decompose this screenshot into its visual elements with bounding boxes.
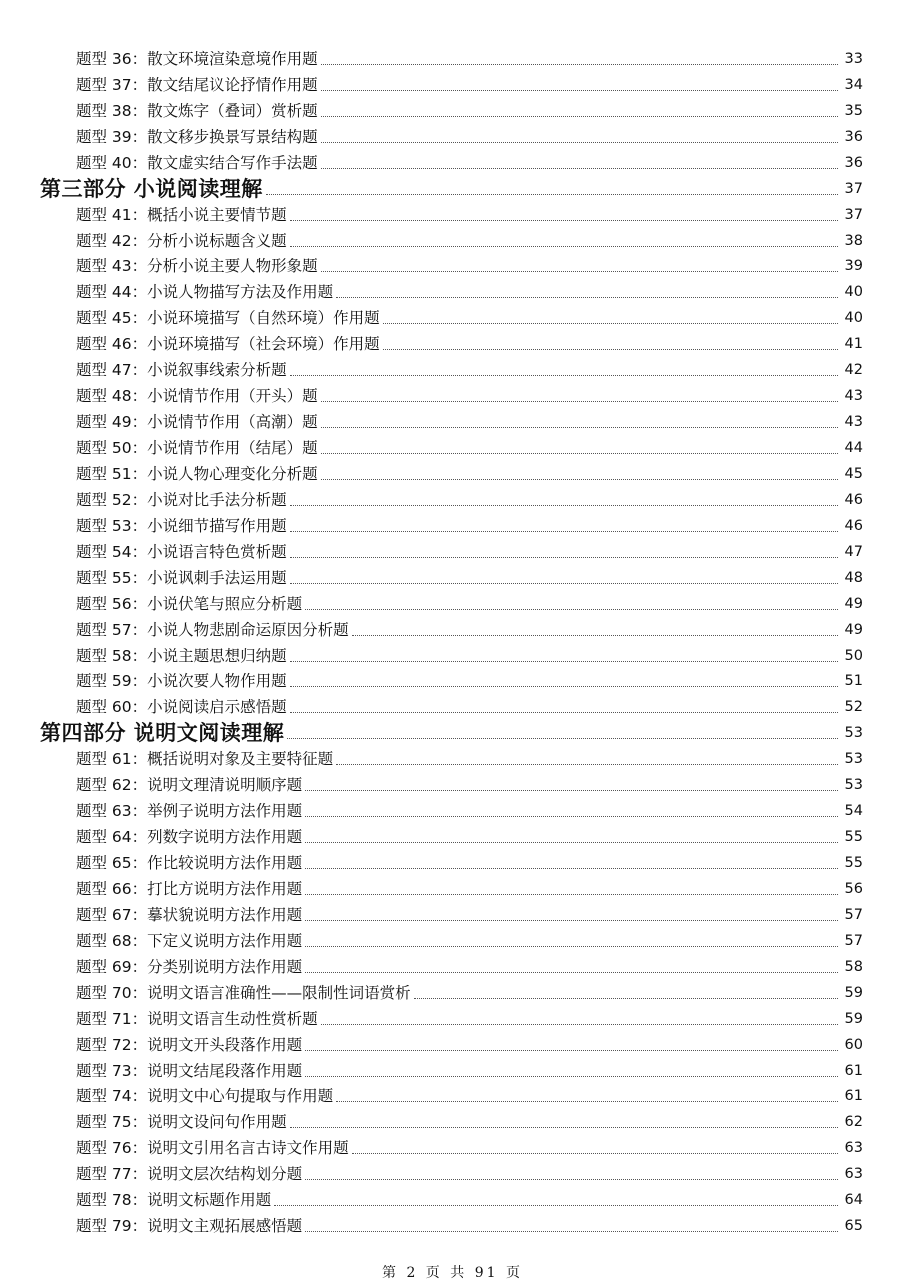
- toc-entry-label: 题型 40：散文虚实结合写作手法题: [76, 153, 318, 172]
- toc-entry[interactable]: [0, 900, 905, 926]
- dot-leader: [274, 1205, 838, 1206]
- dot-leader: [287, 738, 838, 739]
- toc-page-number: 55: [844, 829, 863, 846]
- toc-page-number: 59: [844, 984, 863, 1001]
- toc-entry[interactable]: [0, 96, 905, 122]
- toc-entry-label: 题型 41：概括小说主要情节题: [76, 205, 287, 224]
- toc-page-number: 52: [844, 699, 863, 716]
- toc-entry[interactable]: [0, 511, 905, 537]
- toc-entry-label: 题型 49：小说情节作用（高潮）题: [76, 413, 318, 432]
- toc-entry[interactable]: [0, 70, 905, 96]
- toc-page-number: 41: [844, 336, 863, 353]
- toc-entry-label: 题型 78：说明文标题作用题: [76, 1191, 272, 1210]
- dot-leader: [336, 1101, 838, 1102]
- toc-section-label: 第四部分 说明文阅读理解: [40, 721, 285, 746]
- toc-page-number: 55: [844, 855, 863, 871]
- toc-entry[interactable]: [0, 1159, 905, 1185]
- dot-leader: [321, 90, 838, 91]
- toc-entry-label: 题型 44：小说人物描写方法及作用题: [76, 283, 334, 302]
- toc-entry[interactable]: [0, 355, 905, 381]
- toc-entry-label: 题型 47：小说叙事线索分析题: [76, 361, 287, 380]
- toc-entry[interactable]: [0, 252, 905, 278]
- toc-page-number: 35: [844, 102, 863, 119]
- toc-page-number: 38: [844, 232, 863, 249]
- toc-page-number: 65: [844, 1218, 863, 1235]
- toc-entry[interactable]: [0, 874, 905, 900]
- toc-page-number: 34: [844, 76, 863, 93]
- dot-leader: [290, 1127, 838, 1128]
- toc-entry-label: 题型 55：小说讽刺手法运用题: [76, 568, 287, 587]
- dot-leader: [305, 1231, 838, 1232]
- dot-leader: [290, 531, 838, 532]
- dot-leader: [336, 297, 838, 298]
- toc-entry[interactable]: [0, 1030, 905, 1056]
- toc-entry[interactable]: [0, 459, 905, 485]
- dot-leader: [290, 220, 838, 221]
- dot-leader: [383, 323, 838, 324]
- toc-entry[interactable]: [0, 589, 905, 615]
- dot-leader: [290, 583, 838, 584]
- toc-page-number: 58: [844, 958, 863, 975]
- toc-page-number: 63: [844, 1140, 863, 1157]
- toc-entry-label: 题型 77：说明文层次结构划分题: [76, 1165, 303, 1184]
- dot-leader: [321, 116, 838, 117]
- toc-page-number: 42: [844, 362, 863, 379]
- toc-page-number: 36: [844, 128, 863, 145]
- toc-entry[interactable]: [0, 926, 905, 952]
- toc-page-number: 61: [844, 1088, 863, 1105]
- toc-entry-label: 题型 60：小说阅读启示感悟题: [76, 698, 287, 717]
- toc-page-number: 53: [844, 751, 863, 768]
- dot-leader: [290, 375, 838, 376]
- toc-page-number: 61: [844, 1062, 863, 1079]
- dot-leader: [352, 1153, 838, 1154]
- toc-entry-label: 题型 56：小说伏笔与照应分析题: [76, 594, 303, 613]
- toc-entry[interactable]: [0, 952, 905, 978]
- toc-page-number: 57: [844, 906, 863, 923]
- toc-page-number: 45: [844, 465, 863, 482]
- toc-entry[interactable]: [0, 1185, 905, 1211]
- toc-entry[interactable]: [0, 822, 905, 848]
- toc-entry-label: 题型 70：说明文语言准确性——限制性词语赏析: [76, 983, 411, 1002]
- dot-leader: [305, 1076, 838, 1077]
- toc-page-number: 56: [844, 880, 863, 897]
- toc-entry-label: 题型 63：举例子说明方法作用题: [76, 802, 303, 821]
- dot-leader: [266, 194, 838, 195]
- toc-page-number: 36: [844, 154, 863, 171]
- toc-entry-label: 题型 38：散文炼字（叠词）赏析题: [76, 101, 318, 120]
- dot-leader: [414, 998, 838, 999]
- dot-leader: [305, 946, 838, 947]
- toc-entry-label: 题型 36：散文环境渲染意境作用题: [76, 49, 318, 68]
- dot-leader: [290, 505, 838, 506]
- dot-leader: [305, 609, 838, 610]
- dot-leader: [290, 246, 838, 247]
- toc-entry-label: 题型 74：说明文中心句提取与作用题: [76, 1087, 334, 1106]
- toc-entry-label: 题型 43：分析小说主要人物形象题: [76, 257, 318, 276]
- toc-entry-label: 题型 76：说明文引用名言古诗文作用题: [76, 1139, 349, 1158]
- toc-entry-label: 题型 79：说明文主观拓展感悟题: [76, 1217, 303, 1236]
- toc-entry-label: 题型 72：说明文开头段落作用题: [76, 1035, 303, 1054]
- toc-page-number: 53: [844, 725, 863, 742]
- toc-page-number: 48: [844, 569, 863, 586]
- toc-entry-label: 题型 62：说明文理清说明顺序题: [76, 776, 303, 795]
- page-footer: 第 2 页 共 91 页: [382, 1265, 523, 1281]
- toc-page-number: 39: [844, 258, 863, 275]
- toc-entry[interactable]: [0, 796, 905, 822]
- toc-entry[interactable]: [0, 1133, 905, 1159]
- dot-leader: [305, 842, 838, 843]
- toc-entry[interactable]: [0, 226, 905, 252]
- table-of-contents: [0, 44, 905, 1237]
- toc-entry[interactable]: [0, 122, 905, 148]
- toc-entry[interactable]: [0, 485, 905, 511]
- toc-entry-label: 题型 37：散文结尾议论抒情作用题: [76, 75, 318, 94]
- toc-entry-label: 题型 52：小说对比手法分析题: [76, 490, 287, 509]
- toc-section-label: 第三部分 小说阅读理解: [40, 176, 263, 201]
- toc-page-number: 51: [844, 673, 863, 690]
- toc-entry[interactable]: [0, 537, 905, 563]
- dot-leader: [305, 868, 838, 869]
- dot-leader: [305, 972, 838, 973]
- toc-entry[interactable]: [0, 277, 905, 303]
- dot-leader: [321, 427, 838, 428]
- toc-entry[interactable]: [0, 1082, 905, 1108]
- dot-leader: [383, 349, 838, 350]
- toc-entry[interactable]: [0, 1107, 905, 1133]
- toc-entry-label: 题型 57：小说人物悲剧命运原因分析题: [76, 620, 349, 639]
- dot-leader: [305, 816, 838, 817]
- toc-page-number: 59: [844, 1010, 863, 1027]
- dot-leader: [321, 479, 838, 480]
- toc-page-number: 53: [844, 777, 863, 794]
- toc-entry[interactable]: [0, 1004, 905, 1030]
- toc-entry[interactable]: [0, 303, 905, 329]
- dot-leader: [305, 1050, 838, 1051]
- toc-page-number: 33: [844, 50, 863, 67]
- toc-entry-label: 题型 42：分析小说标题含义题: [76, 231, 287, 250]
- dot-leader: [305, 920, 838, 921]
- toc-page-number: 49: [844, 595, 863, 612]
- toc-page-number: 62: [844, 1114, 863, 1131]
- dot-leader: [336, 764, 838, 765]
- dot-leader: [321, 1024, 838, 1025]
- toc-entry-label: 题型 48：小说情节作用（开头）题: [76, 387, 318, 406]
- toc-entry[interactable]: [0, 641, 905, 667]
- toc-entry[interactable]: [0, 848, 905, 874]
- toc-page-number: 43: [844, 414, 863, 431]
- toc-entry-label: 题型 64：列数字说明方法作用题: [76, 828, 303, 847]
- dot-leader: [321, 64, 838, 65]
- toc-entry-label: 题型 68：下定义说明方法作用题: [76, 931, 303, 950]
- toc-entry-label: 题型 75：说明文设问句作用题: [76, 1113, 287, 1132]
- dot-leader: [321, 168, 838, 169]
- toc-page-number: 46: [844, 491, 863, 508]
- toc-entry[interactable]: [0, 44, 905, 70]
- toc-entry-label: 题型 51：小说人物心理变化分析题: [76, 464, 318, 483]
- toc-entry-label: 题型 73：说明文结尾段落作用题: [76, 1061, 303, 1080]
- toc-entry-label: 题型 53：小说细节描写作用题: [76, 516, 287, 535]
- toc-entry-label: 题型 39：散文移步换景写景结构题: [76, 127, 318, 146]
- toc-entry[interactable]: [0, 1056, 905, 1082]
- toc-entry[interactable]: [0, 692, 905, 718]
- toc-page-number: 50: [844, 647, 863, 664]
- dot-leader: [290, 661, 838, 662]
- toc-entry[interactable]: [0, 200, 905, 226]
- toc-entry[interactable]: [0, 1211, 905, 1237]
- toc-page-number: 54: [844, 803, 863, 820]
- toc-entry[interactable]: [0, 667, 905, 693]
- toc-page-number: 49: [844, 621, 863, 638]
- dot-leader: [321, 271, 838, 272]
- dot-leader: [321, 453, 838, 454]
- toc-entry-label: 题型 45：小说环境描写（自然环境）作用题: [76, 309, 380, 328]
- toc-page-number: 43: [844, 388, 863, 405]
- dot-leader: [352, 635, 838, 636]
- toc-entry[interactable]: [0, 433, 905, 459]
- toc-entry[interactable]: [0, 407, 905, 433]
- dot-leader: [290, 557, 838, 558]
- toc-entry[interactable]: [0, 329, 905, 355]
- toc-entry-label: 题型 58：小说主题思想归纳题: [76, 646, 287, 665]
- toc-entry-label: 题型 50：小说情节作用（结尾）题: [76, 439, 318, 457]
- toc-entry[interactable]: [0, 563, 905, 589]
- toc-entry[interactable]: [0, 615, 905, 641]
- dot-leader: [321, 142, 838, 143]
- dot-leader: [290, 712, 838, 713]
- toc-page-number: 47: [844, 543, 863, 560]
- toc-entry[interactable]: [0, 978, 905, 1004]
- toc-section-heading[interactable]: [0, 174, 905, 200]
- toc-page-number: 60: [844, 1036, 863, 1053]
- dot-leader: [305, 1179, 838, 1180]
- toc-page-number: 40: [844, 284, 863, 301]
- toc-entry-label: 题型 59：小说次要人物作用题: [76, 672, 287, 691]
- toc-page-number: 46: [844, 517, 863, 534]
- dot-leader: [305, 894, 838, 895]
- toc-entry[interactable]: [0, 148, 905, 174]
- toc-entry[interactable]: [0, 744, 905, 770]
- toc-page-number: 37: [844, 206, 863, 223]
- toc-entry-label: 题型 65：作比较说明方法作用题: [76, 854, 303, 872]
- toc-section-heading[interactable]: [0, 718, 905, 744]
- toc-entry-label: 题型 54：小说语言特色赏析题: [76, 542, 287, 561]
- toc-page-number: 44: [844, 440, 863, 456]
- toc-entry[interactable]: [0, 381, 905, 407]
- toc-page-number: 63: [844, 1166, 863, 1183]
- toc-entry-label: 题型 66：打比方说明方法作用题: [76, 879, 303, 898]
- toc-page-number: 64: [844, 1192, 863, 1209]
- toc-page-number: 40: [844, 310, 863, 327]
- toc-page-number: 37: [844, 180, 863, 197]
- toc-entry-label: 题型 67：摹状貌说明方法作用题: [76, 905, 303, 924]
- dot-leader: [305, 790, 838, 791]
- dot-leader: [290, 686, 838, 687]
- toc-entry-label: 题型 71：说明文语言生动性赏析题: [76, 1009, 318, 1028]
- toc-entry[interactable]: [0, 770, 905, 796]
- toc-page-number: 57: [844, 932, 863, 949]
- toc-entry-label: 题型 46：小说环境描写（社会环境）作用题: [76, 335, 380, 354]
- toc-entry-label: 题型 61：概括说明对象及主要特征题: [76, 750, 334, 769]
- toc-entry-label: 题型 69：分类别说明方法作用题: [76, 957, 303, 976]
- dot-leader: [321, 401, 838, 402]
